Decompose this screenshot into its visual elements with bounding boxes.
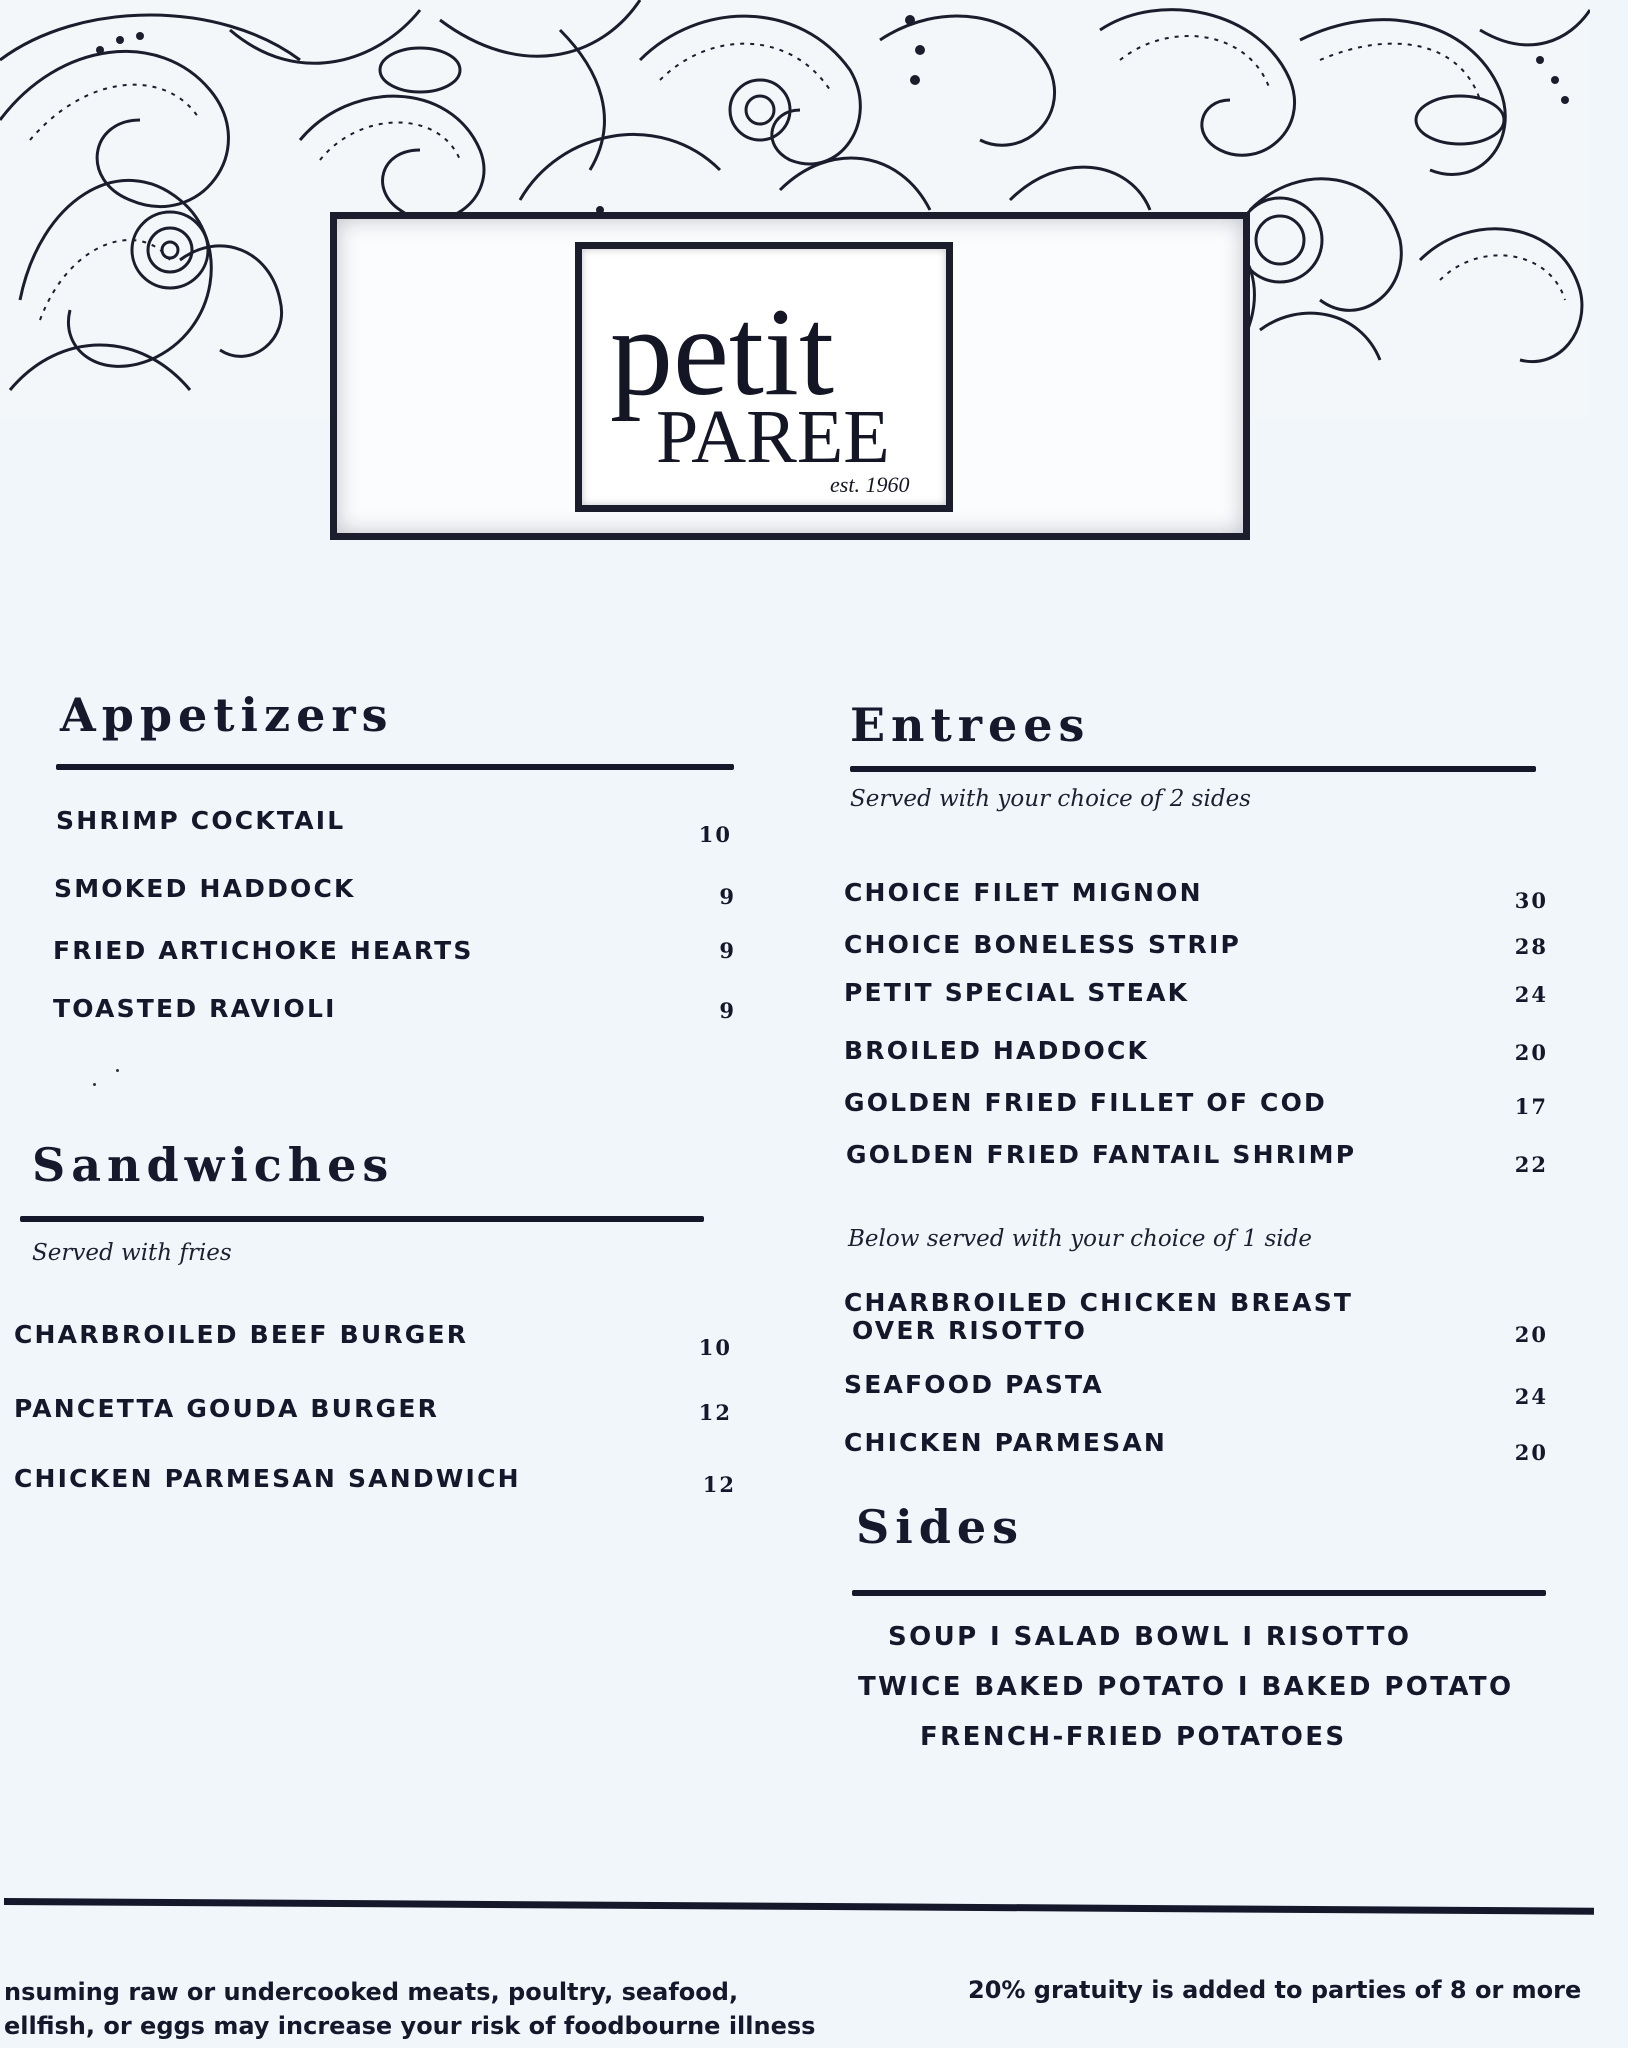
sandwiches-rule xyxy=(20,1216,704,1222)
logo-word-paree: PAREE xyxy=(656,395,890,479)
sides-line: SOUP I SALAD BOWL I RISOTTO xyxy=(888,1622,1412,1652)
menu-item: GOLDEN FRIED FILLET OF COD xyxy=(844,1088,1327,1117)
menu-item-price: 28 xyxy=(1514,934,1548,959)
menu-item: BROILED HADDOCK xyxy=(844,1036,1150,1065)
entrees-rule xyxy=(850,766,1536,772)
menu-item: CHARBROILED BEEF BURGER xyxy=(14,1320,469,1349)
entrees-note: Served with your choice of 2 sides xyxy=(850,786,1251,812)
menu-item: TOASTED RAVIOLI xyxy=(53,994,337,1023)
menu-item: FRIED ARTICHOKE HEARTS xyxy=(53,936,474,965)
menu-item-price: 9 xyxy=(719,884,736,909)
logo-word-petit: petit xyxy=(610,283,834,422)
menu-item-price: 10 xyxy=(698,1335,732,1360)
food-safety-warning-line1: nsuming raw or undercooked meats, poultry, seafood, xyxy=(4,1978,739,2006)
sides-heading: Sides xyxy=(856,1500,1025,1554)
menu-item: SEAFOOD PASTA xyxy=(844,1370,1104,1399)
gratuity-notice: 20% gratuity is added to parties of 8 or more xyxy=(968,1976,1582,2004)
entrees-heading: Entrees xyxy=(850,698,1091,752)
sandwiches-note: Served with fries xyxy=(32,1240,232,1266)
logo-established: est. 1960 xyxy=(830,472,910,497)
menu-item-price: 17 xyxy=(1514,1094,1548,1119)
menu-item: SHRIMP COCKTAIL xyxy=(56,806,346,835)
menu-item-price: 12 xyxy=(698,1400,732,1425)
menu-item: CHOICE BONELESS STRIP xyxy=(844,930,1241,959)
food-safety-warning-line2: ellfish, or eggs may increase your risk of foodbourne illness xyxy=(4,2012,816,2040)
menu-item: CHICKEN PARMESAN xyxy=(844,1428,1168,1457)
petit-paree-logo xyxy=(582,249,946,505)
menu-item: PETIT SPECIAL STEAK xyxy=(844,978,1190,1007)
menu-item: PANCETTA GOUDA BURGER xyxy=(14,1394,440,1423)
footer-rule xyxy=(4,1898,1594,1915)
menu-item-price: 9 xyxy=(719,938,736,963)
menu-item-price: 20 xyxy=(1514,1322,1548,1347)
appetizers-rule xyxy=(56,764,734,770)
menu-item-price: 20 xyxy=(1514,1040,1548,1065)
speck xyxy=(93,1083,96,1086)
menu-item: CHARBROILED CHICKEN BREAST xyxy=(844,1288,1354,1317)
logo-box xyxy=(575,242,953,512)
speck xyxy=(116,1069,119,1072)
menu-item: CHOICE FILET MIGNON xyxy=(844,878,1203,907)
sides-line: TWICE BAKED POTATO I BAKED POTATO xyxy=(858,1672,1514,1702)
menu-item: GOLDEN FRIED FANTAIL SHRIMP xyxy=(846,1140,1357,1169)
menu-item-price: 22 xyxy=(1514,1152,1548,1177)
sandwiches-heading: Sandwiches xyxy=(32,1138,395,1192)
appetizers-heading: Appetizers xyxy=(60,688,394,742)
sides-rule xyxy=(852,1590,1546,1596)
menu-item: CHICKEN PARMESAN SANDWICH xyxy=(14,1464,521,1493)
menu-item-price: 20 xyxy=(1514,1440,1548,1465)
menu-item-price: 24 xyxy=(1514,982,1548,1007)
menu-item: SMOKED HADDOCK xyxy=(54,874,356,903)
menu-item-price: 9 xyxy=(719,998,736,1023)
menu-item-price: 24 xyxy=(1514,1384,1548,1409)
menu-item-price: 30 xyxy=(1514,888,1548,913)
sides-line: FRENCH-FRIED POTATOES xyxy=(920,1722,1347,1752)
menu-item-continued: OVER RISOTTO xyxy=(852,1316,1088,1345)
menu-item-price: 10 xyxy=(698,822,732,847)
menu-item-price: 12 xyxy=(702,1472,736,1497)
entrees-note-second: Below served with your choice of 1 side xyxy=(848,1226,1312,1252)
